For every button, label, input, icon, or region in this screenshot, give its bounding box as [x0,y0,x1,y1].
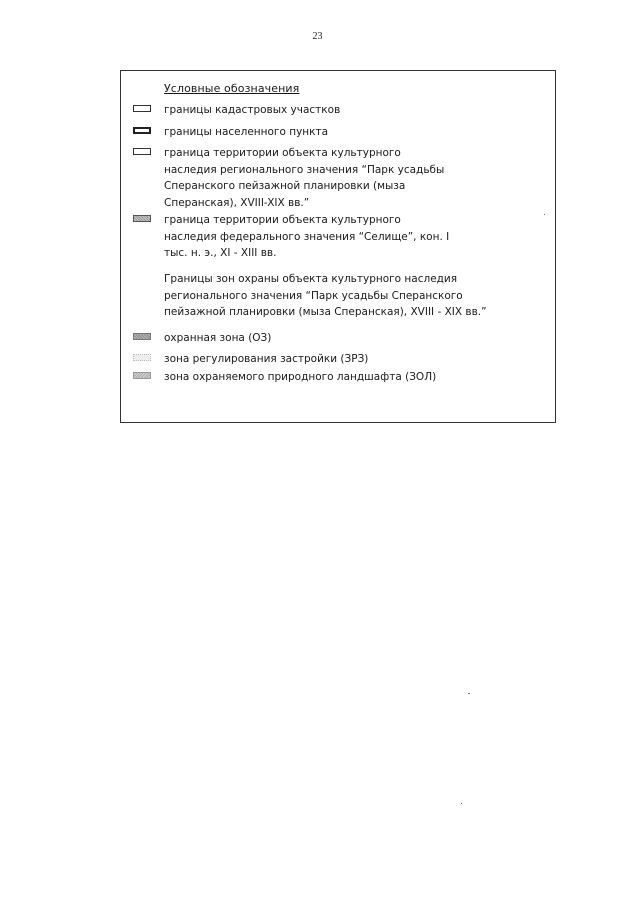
outline-swatch-icon [133,148,151,155]
hatched-swatch-icon [133,215,151,222]
legend-item-label: границы населенного пункта [164,126,329,138]
legend-item-label: зона регулирования застройки (ЗРЗ) [164,353,369,365]
outline-swatch-icon [133,105,151,112]
regulation-zone-swatch-icon [133,354,151,361]
legend-item-label: зона охраняемого природного ландшафта (ЗОЛ) [164,371,437,383]
page-number: 23 [312,31,323,42]
scan-speck [544,214,545,215]
legend-title: Условные обозначения [164,82,300,95]
thick-outline-swatch-icon [133,127,151,134]
landscape-zone-swatch-icon [133,372,151,379]
scan-speck [468,693,470,694]
protection-zone-swatch-icon [133,333,151,340]
legend-box [120,70,556,423]
legend-item-label: граница территории объекта культурного наследия регионального значения “Парк усадьбы Сперанского пейзажной планировки (мыза Сперанская), XVIII-XIX вв.” [164,147,445,209]
scan-speck [461,803,462,804]
legend-item-label: охранная зона (ОЗ) [164,332,272,344]
legend-item-label: граница территории объекта культурного наследия федерального значения “Селище”, кон. I тыс. н. э., XI - XIII вв. [164,214,450,259]
protection-zones-heading: Границы зон охраны объекта культурного наследия регионального значения “Парк усадьбы Сперанского пейзажной планировки (мыза Сперанская), XVIII - XIX вв.” [164,273,487,318]
legend-item-label: границы кадастровых участков [164,104,341,116]
